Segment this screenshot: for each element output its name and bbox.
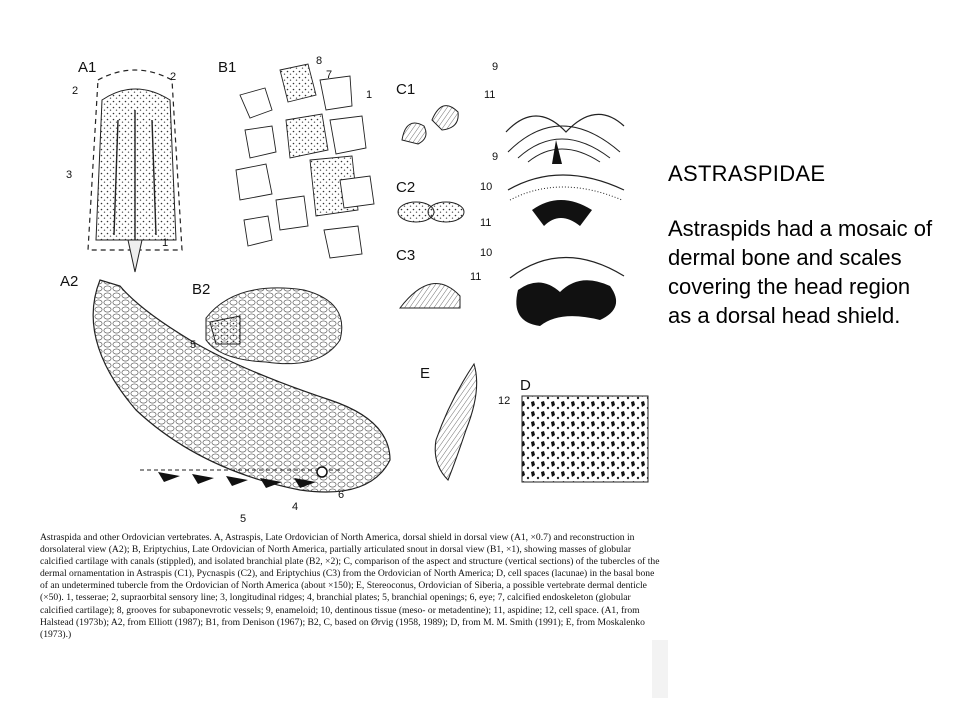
figure-caption	[40, 532, 664, 641]
figure	[40, 40, 668, 695]
callout-a1-2-left: 2	[72, 85, 79, 97]
panel-d	[498, 377, 648, 482]
caption-text: Astraspida and other Ordovician vertebrates. A, Astraspis, Late Ordovician of North America, dorsal shield in dorsal view (A1, ×0.7) and reconstruction in dorsolateral view (A2); B, Eriptychius, Late Ordovician of North America, partially articulated snout in dorsal view (B1, ×1), showing masses of globular calcified cartilage with canals (stippled), and isolated branchial plate (B2, ×2); C, comparison of the aspect and structure (vertical sections) of the tubercles of the dermal ornamentation in Astraspis (C1), Pycnaspis (C2), and Eriptychius (C3) from the Ordovician of North America; D, cell spaces (lacunae) in the basal bone of an undetermined tubercle from the Ordovician of North America (about ×150); E, Stereoconus, Ordovician of Siberia, a possible vertebrate dermal denticle (×50). 1, tesserae; 2, supraorbital sensory line; 3, longitudinal ridges; 4, branchial plates; 5, branchial openings; 6, eye; 7, calcified endoskeleton (globular calcified cartilage); 8, grooves for subaponevrotic vessels; 9, enameloid; 10, dentinous tissue (meso- or metadentine); 11, aspidine; 12, cell space. (A1, from Halstead (1973b); A2, from Elliott (1987); B1, from Denison (1967); B2, C, based on Ørvig (1958, 1989); D, from M. M. Smith (1991); E, from Moskalenko (1973).)	[40, 532, 660, 640]
panel-label-c1: C1	[396, 81, 416, 98]
callout-a1-3: 3	[66, 169, 73, 181]
callout-c2-10: 10	[480, 181, 493, 193]
panel-a1	[66, 59, 182, 272]
callout-a2-4: 4	[292, 501, 299, 513]
callout-c1-9: 9	[492, 61, 499, 73]
callout-a2-6: 6	[338, 489, 345, 501]
panel-label-b2: B2	[192, 281, 211, 298]
panel-label-c2: C2	[396, 179, 416, 196]
panel-label-c3: C3	[396, 247, 416, 264]
panel-b2	[190, 281, 342, 364]
panel-label-a2: A2	[60, 273, 79, 290]
callout-c1-11: 11	[484, 89, 496, 101]
callout-c3-11: 11	[470, 271, 482, 283]
panel-c2	[396, 151, 624, 229]
callout-a1-2-right: 2	[170, 71, 177, 83]
slide-text	[668, 160, 938, 330]
callout-c2-11: 11	[480, 217, 492, 229]
slide-body: Astraspids had a mosaic of dermal bone and scales covering the head region as a dorsal head shield.	[668, 216, 933, 328]
callout-b1-1: 1	[366, 89, 373, 101]
panel-label-a1: A1	[78, 59, 97, 76]
figure-illustration	[40, 40, 668, 530]
panel-label-b1: B1	[218, 59, 237, 76]
callout-d-12: 12	[498, 395, 511, 407]
callout-b1-7: 7	[326, 69, 333, 81]
panel-label-e: E	[420, 365, 431, 382]
callout-c3-10: 10	[480, 247, 493, 259]
panel-c1	[396, 61, 624, 164]
slide-title: ASTRASPIDAE	[668, 161, 826, 186]
callout-c2-9: 9	[492, 151, 499, 163]
panel-c3	[396, 247, 624, 326]
callout-a2-5: 5	[240, 513, 247, 525]
panel-label-d: D	[520, 377, 531, 394]
callout-a1-1: 1	[162, 237, 169, 249]
panel-b1	[218, 55, 374, 258]
figure-plate	[40, 40, 668, 530]
scan-edge	[652, 640, 668, 698]
panel-e	[420, 364, 477, 480]
callout-b1-8: 8	[316, 55, 323, 67]
callout-b2-5: 5	[190, 339, 197, 351]
